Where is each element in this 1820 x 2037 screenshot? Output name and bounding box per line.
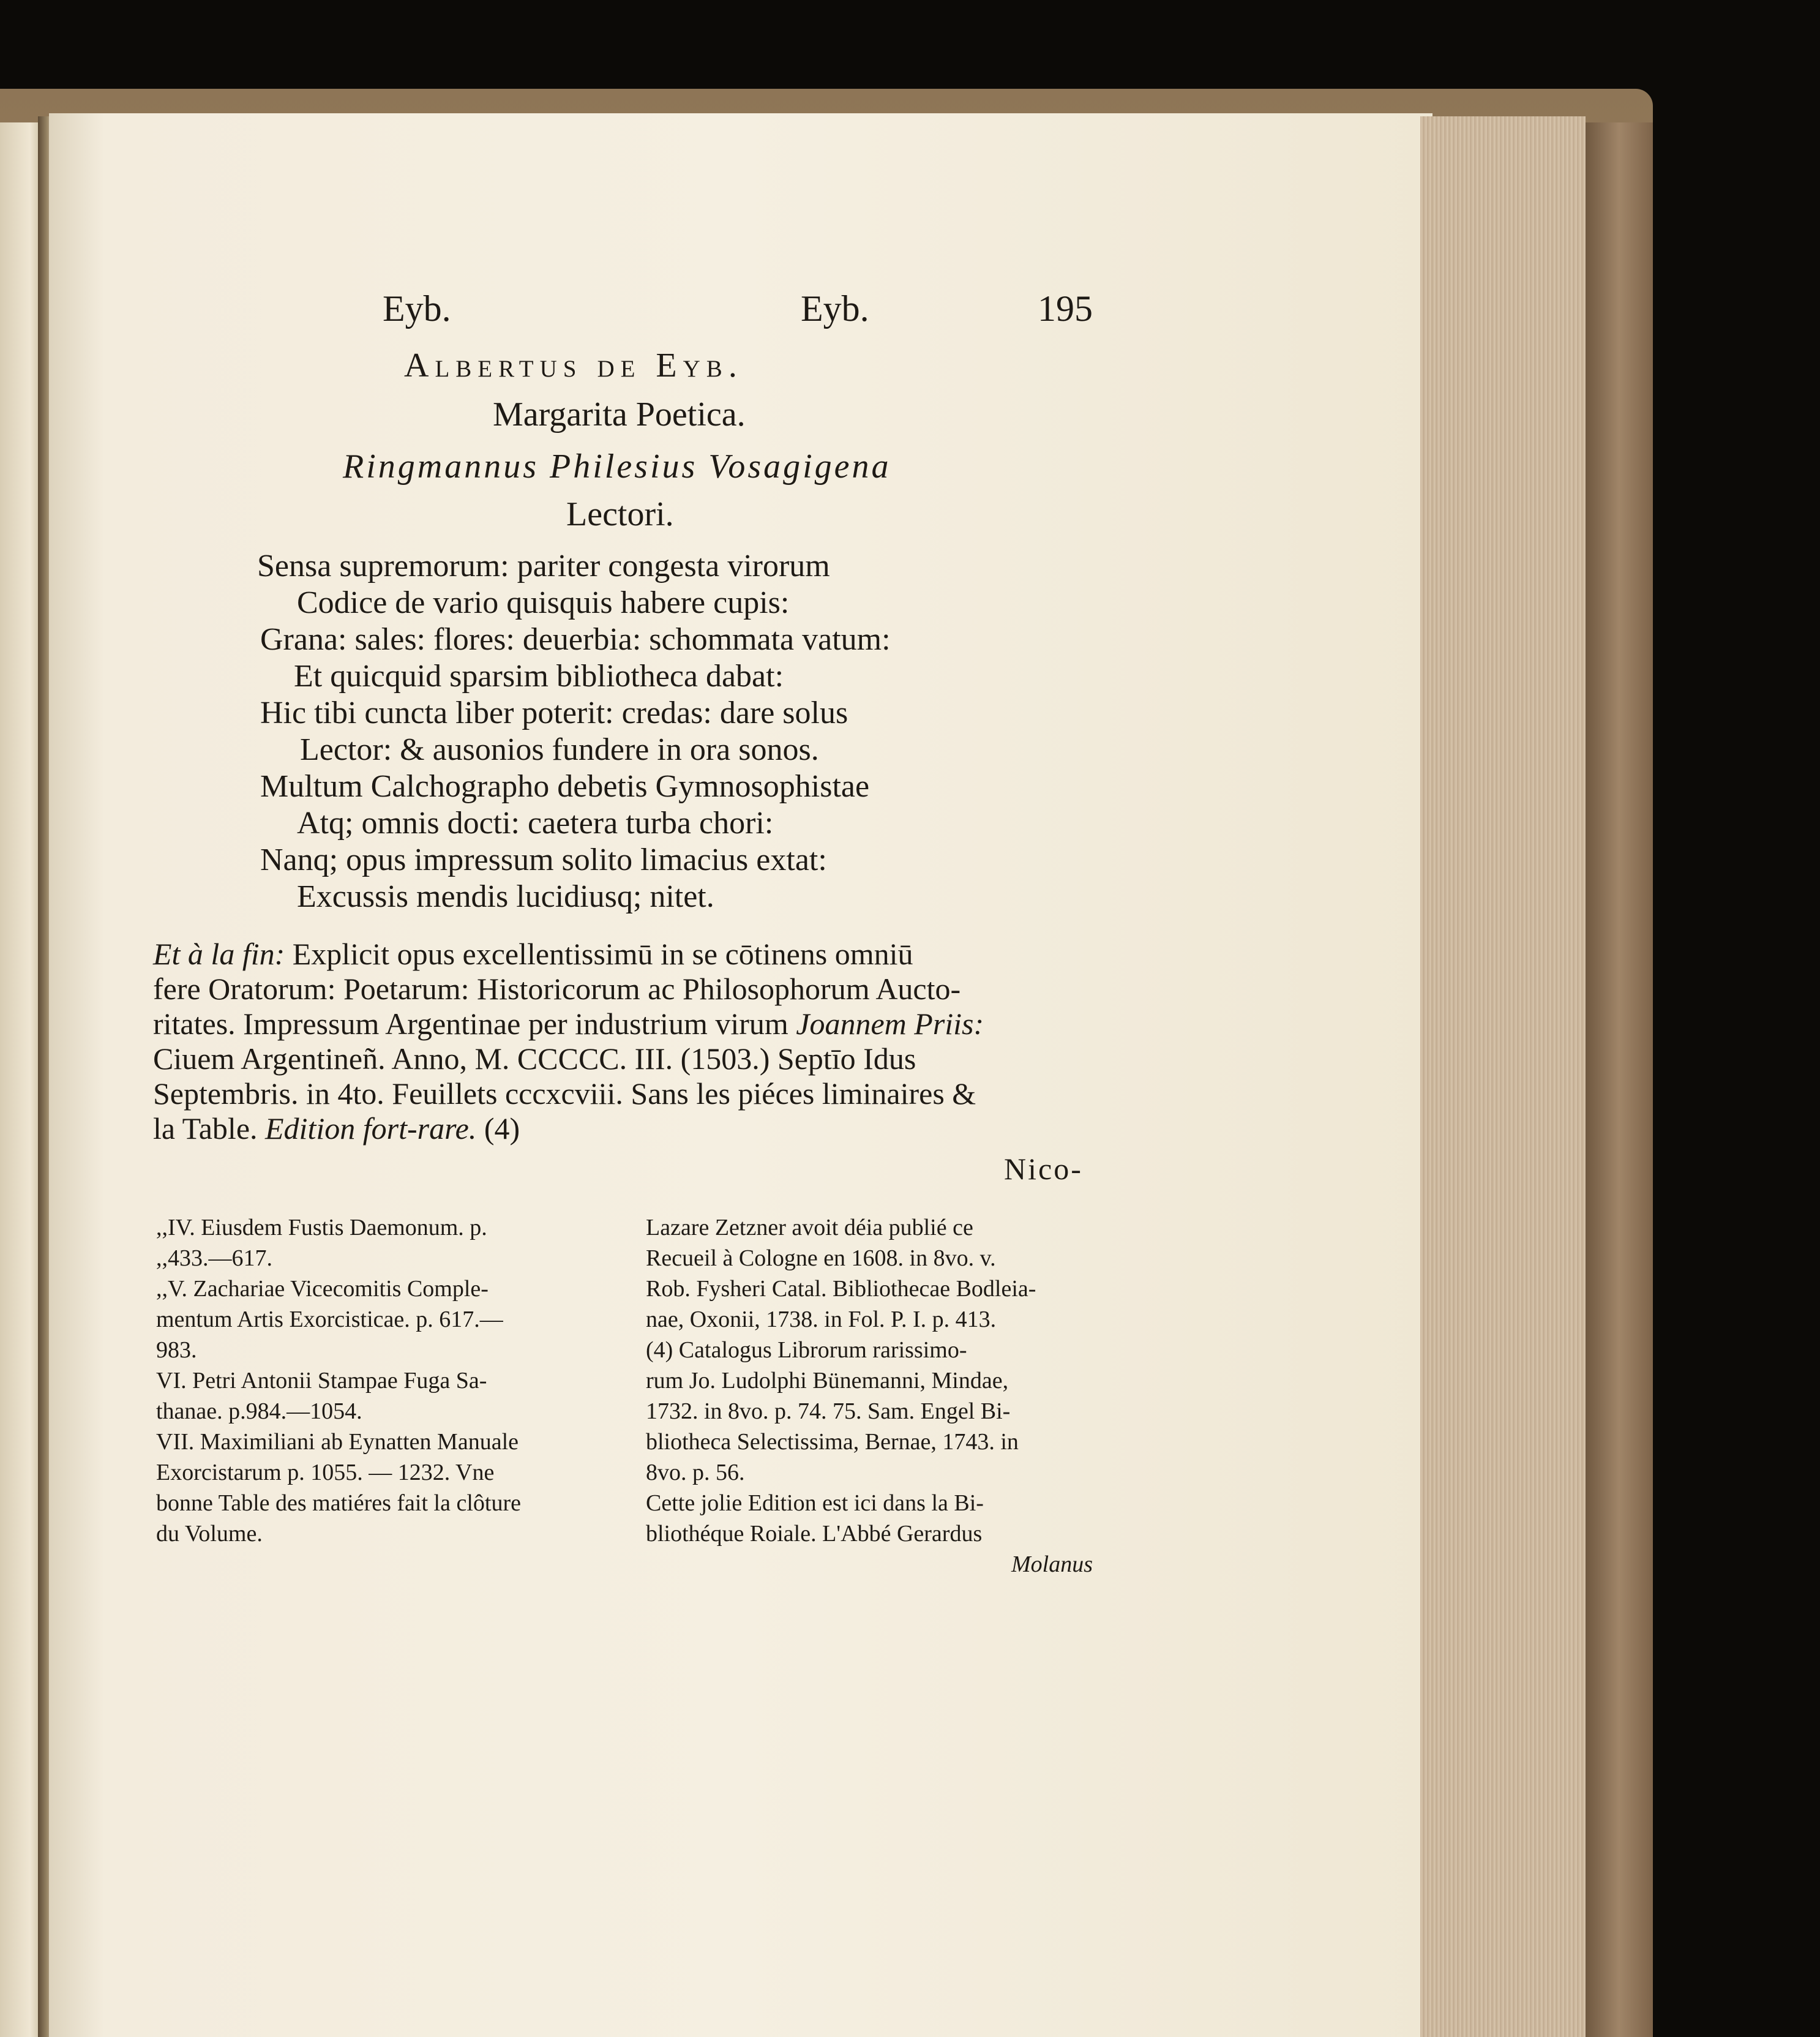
verse-line: Hic tibi cuncta liber poterit: credas: dare solus [260,696,848,730]
printer-name: Joannem Priis: [796,1007,984,1041]
left-page-edge [0,122,43,2037]
verse-line: Nanq; opus impressum solito limacius extat: [260,842,827,877]
verse-line: Multum Calchographo debetis Gymnosophistae [260,769,870,804]
note-line: mentum Artis Exorcisticae. p. 617.— [156,1307,503,1332]
colophon-line: ritates. Impressum Argentinae per industrium virum [153,1007,788,1041]
note-line: Exorcistarum p. 1055. — 1232. Vne [156,1460,495,1485]
note-line: Lazare Zetzner avoit déia publié ce [646,1215,973,1240]
verse-line: Grana: sales: flores: deuerbia: schommata vatum: [260,622,891,657]
note-line: bliotheca Selectissima, Bernae, 1743. in [646,1429,1019,1455]
note-line: 1732. in 8vo. p. 74. 75. Sam. Engel Bi- [646,1398,1011,1424]
verse-line: Et quicquid sparsim bibliotheca dabat: [294,659,784,694]
note-line: ,,V. Zachariae Vicecomitis Comple- [156,1276,489,1302]
note-line: VII. Maximiliani ab Eynatten Manuale [156,1429,519,1455]
note-line: bliothéque Roiale. L'Abbé Gerardus [646,1521,983,1547]
verse-line: Atq; omnis docti: caetera turba chori: [297,806,774,841]
note-line: du Volume. [156,1521,263,1547]
note-line: Cette jolie Edition est ici dans la Bi- [646,1490,984,1516]
dedication-line: Ringmannus Philesius Vosagigena [343,448,891,486]
colophon-line: la Table. [153,1111,258,1146]
catchword: Nico- [1004,1152,1083,1186]
note-line: ,,IV. Eiusdem Fustis Daemonum. p. [156,1215,487,1240]
note-line: nae, Oxonii, 1738. in Fol. P. I. p. 413. [646,1307,997,1332]
note-line: 983. [156,1337,197,1363]
colophon-intro: Et à la fin: [153,937,285,971]
footnote-ref: (4) [484,1111,520,1146]
note-line: thanae. p.984.—1054. [156,1398,362,1424]
entry-author: Albertus de Eyb. [404,347,743,385]
colophon-line: Septembris. in 4to. Feuillets cccxcviii. Sans les piéces liminaires & [153,1076,976,1111]
note-line: ,,433.—617. [156,1245,272,1271]
colophon-line: Ciuem Argentineñ. Anno, M. CCCCC. III. (1503.) Septīo Idus [153,1041,916,1076]
verse-line: Codice de vario quisquis habere cupis: [297,585,790,620]
dedication-to: Lectori. [566,495,674,533]
note-line: Rob. Fysheri Catal. Bibliothecae Bodleia- [646,1276,1036,1302]
note-line: Molanus [1011,1551,1093,1577]
entry-title: Margarita Poetica. [493,396,746,433]
page-block-edge [1420,116,1586,2037]
colophon-line: Explicit opus excellentissimū in se cōtinens omniū [292,937,913,971]
notes-right-column [646,1212,1117,1580]
note-line: rum Jo. Ludolphi Bünemanni, Mindae, [646,1368,1009,1394]
verse-line: Sensa supremorum: pariter congesta virorum [257,549,830,583]
note-line: (4) Catalogus Librorum rarissimo- [646,1337,967,1363]
running-head-center: Eyb. [801,288,869,329]
colophon-line: fere Oratorum: Poetarum: Historicorum ac Philosophorum Aucto- [153,972,961,1006]
rarity-note: Edition fort-rare. [265,1111,477,1146]
verse-line: Lector: & ausonios fundere in ora sonos. [300,732,819,767]
page-number: 195 [1038,288,1093,329]
verse-line: Excussis mendis lucidiusq; nitet. [297,879,714,914]
colophon-block [153,937,1108,1146]
note-line: VI. Petri Antonii Stampae Fuga Sa- [156,1368,487,1394]
note-line: 8vo. p. 56. [646,1460,745,1485]
running-head-left: Eyb. [383,288,451,329]
note-line: bonne Table des matiéres fait la clôture [156,1490,521,1516]
cover-edge [1586,122,1653,2037]
notes-left-column [156,1212,621,1549]
note-line: Recueil à Cologne en 1608. in 8vo. v. [646,1245,996,1271]
